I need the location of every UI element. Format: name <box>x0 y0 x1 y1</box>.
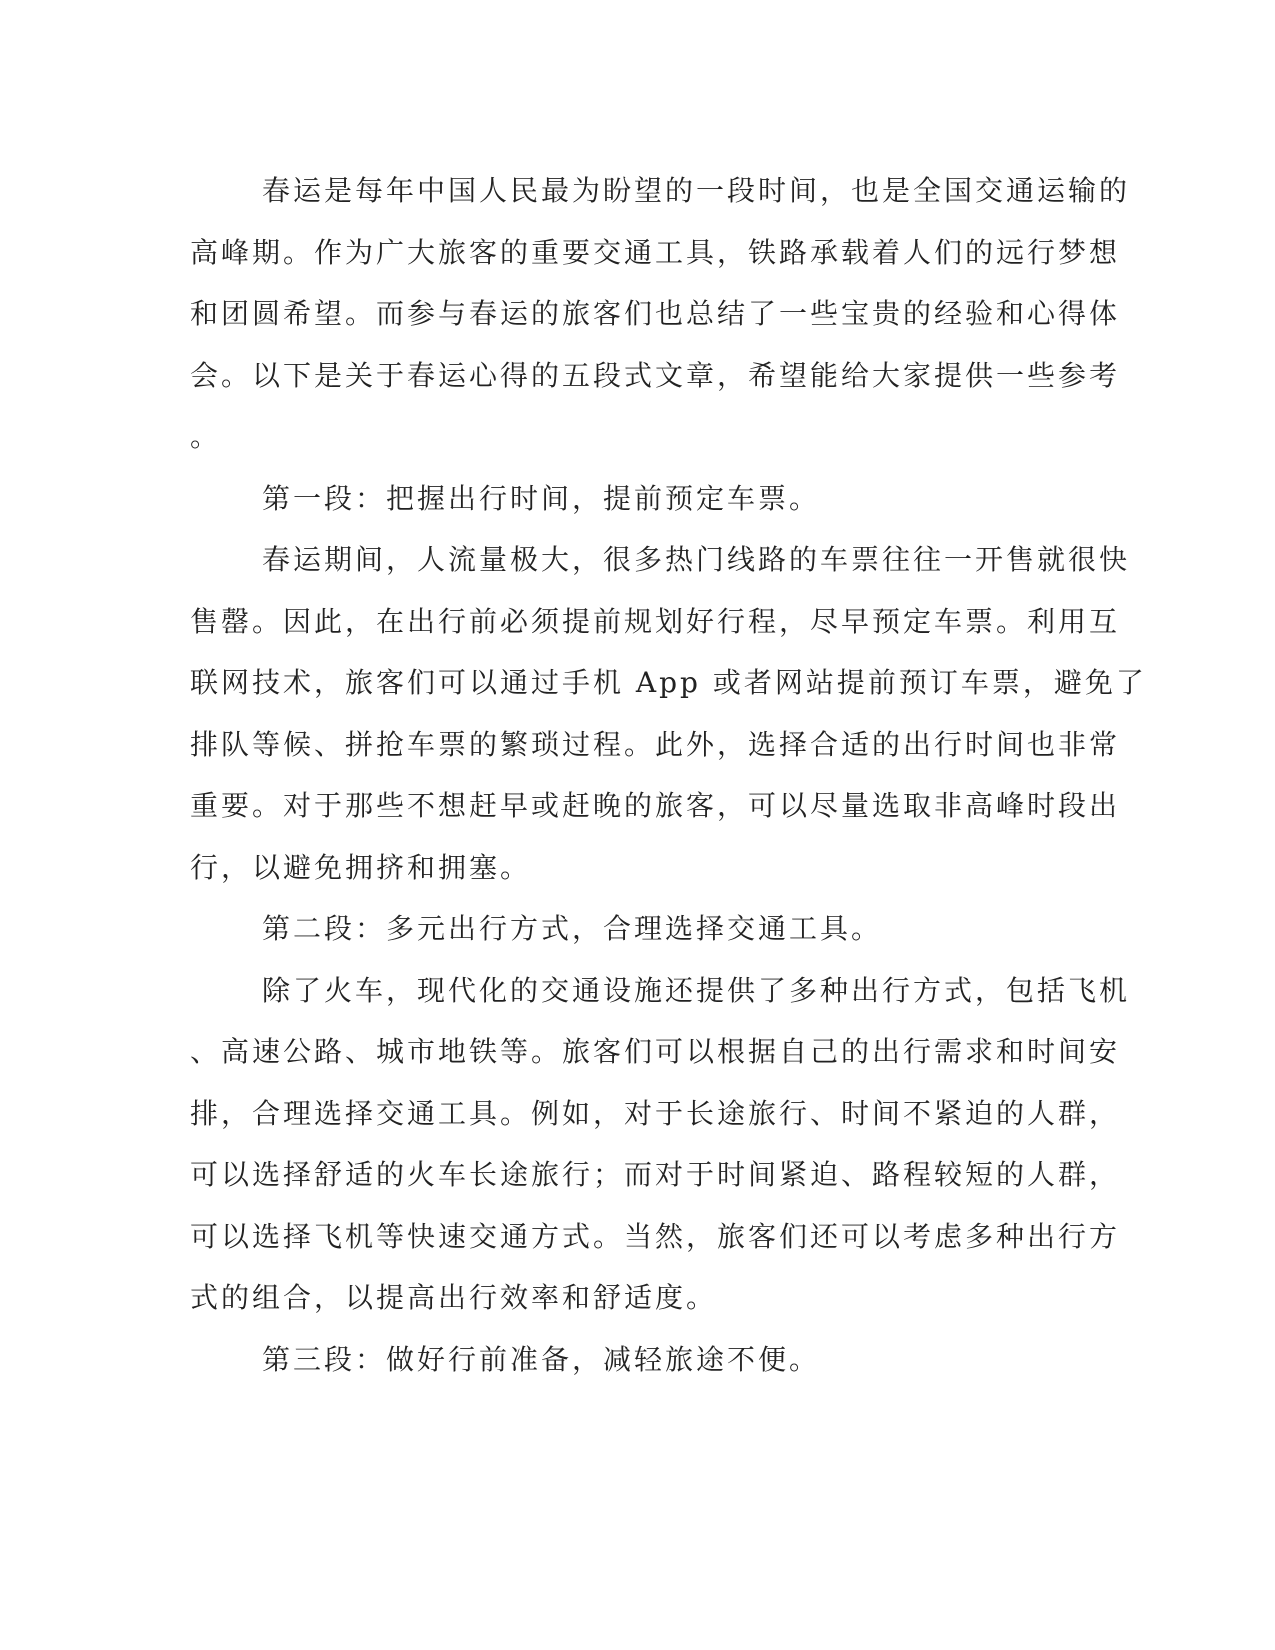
text-line: 式的组合，以提高出行效率和舒适度。 <box>190 1281 718 1314</box>
text-line: 售罄。因此，在出行前必须提前规划好行程，尽早预定车票。利用互 <box>190 604 1121 638</box>
text-line: 春运是每年中国人民最为盼望的一段时间，也是全国交通运输的 <box>262 174 1131 207</box>
text-line: 可以选择飞机等快速交通方式。当然，旅客们还可以考虑多种出行方 <box>190 1219 1121 1253</box>
text-line: 高峰期。作为广大旅客的重要交通工具，铁路承载着人们的远行梦想 <box>190 235 1121 269</box>
section-heading: 第三段：做好行前准备，减轻旅途不便。 <box>262 1342 821 1376</box>
text-line: 排，合理选择交通工具。例如，对于长途旅行、时间不紧迫的人群， <box>190 1096 1121 1130</box>
document-body <box>190 160 1147 1390</box>
text-line: 联网技术，旅客们可以通过手机 App 或者网站提前预订车票，避免了 <box>190 666 1147 699</box>
text-line: 排队等候、拼抢车票的繁琐过程。此外，选择合适的出行时间也非常 <box>190 727 1121 761</box>
text-line: 行，以避免拥挤和拥塞。 <box>190 850 532 884</box>
text-line: 春运期间，人流量极大，很多热门线路的车票往往一开售就很快 <box>262 543 1131 576</box>
text-line: 可以选择舒适的火车长途旅行；而对于时间紧迫、路程较短的人群， <box>190 1158 1121 1191</box>
text-line: 会。以下是关于春运心得的五段式文章，希望能给大家提供一些参考 <box>190 358 1121 392</box>
text-line: 重要。对于那些不想赶早或赶晚的旅客，可以尽量选取非高峰时段出 <box>190 789 1121 822</box>
text-line: 、高速公路、城市地铁等。旅客们可以根据自己的出行需求和时间安 <box>190 1035 1121 1068</box>
text-line: 。 <box>190 420 222 453</box>
text-line: 除了火车，现代化的交通设施还提供了多种出行方式，包括飞机 <box>262 973 1131 1007</box>
section-heading: 第二段：多元出行方式，合理选择交通工具。 <box>262 912 883 945</box>
section-heading: 第一段：把握出行时间，提前预定车票。 <box>262 481 821 515</box>
text-line: 和团圆希望。而参与春运的旅客们也总结了一些宝贵的经验和心得体 <box>190 297 1121 330</box>
